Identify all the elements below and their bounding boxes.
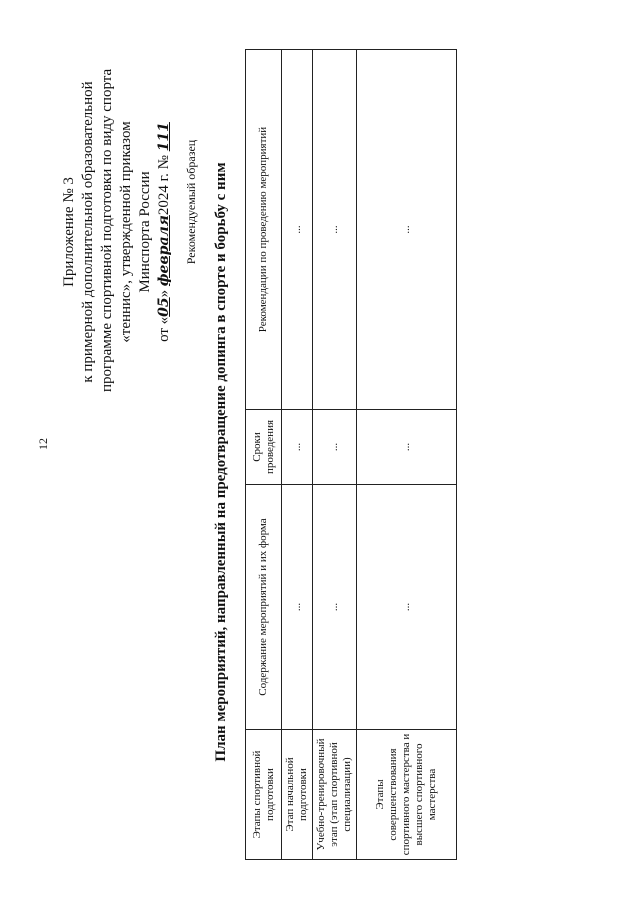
dates-cell: ...	[282, 410, 313, 485]
header-dates: Сроки проведения	[246, 410, 282, 485]
appendix-line: программе спортивной подготовки по виду спорта	[99, 68, 115, 392]
date-year: 2024 г. №	[156, 151, 172, 216]
page-number: 12	[36, 438, 50, 450]
appendix-line: «теннис», утвержденной приказом	[118, 121, 134, 343]
document-title: План мероприятий, направленный на предотвращение допинга в спорте и борьбу с ним	[213, 162, 229, 762]
content-cell: ...	[313, 485, 357, 730]
appendix-date	[155, 72, 174, 392]
dates-cell: ...	[357, 410, 457, 485]
date-month: февраля	[156, 215, 172, 287]
table-row	[282, 50, 313, 860]
plan-table	[245, 49, 457, 860]
table-header-row	[246, 50, 282, 860]
recommendation-cell: ...	[282, 50, 313, 410]
recommendation-cell: ...	[313, 50, 357, 410]
table-row	[313, 50, 357, 860]
order-number: 111	[156, 122, 172, 152]
content-cell: ...	[282, 485, 313, 730]
stage-cell: Этап начальной подготовки	[282, 730, 313, 860]
header-stages: Этапы спортивной подготовки	[246, 730, 282, 860]
recommendation-cell: ...	[357, 50, 457, 410]
header-content: Содержание мероприятий и их форма	[246, 485, 282, 730]
appendix-title: Приложение № 3	[61, 177, 77, 287]
header-recommendations: Рекомендации по проведению мероприятий	[246, 50, 282, 410]
table-row	[357, 50, 457, 860]
dates-cell: ...	[313, 410, 357, 485]
appendix-block	[60, 68, 174, 392]
appendix-line: Минспорта России	[137, 171, 153, 293]
stage-cell: Этапы совершенствования спортивного мастерства и высшего спортивного мастерства	[357, 730, 457, 860]
date-day: 05	[156, 297, 172, 317]
stage-cell: Учебно-тренировочный этап (этап спортивной специализации)	[313, 730, 357, 860]
date-mid: »	[156, 286, 172, 298]
recommended-label: Рекомендуемый образец	[184, 139, 198, 265]
content-cell: ...	[357, 485, 457, 730]
appendix-line: к примерной дополнительной образовательной	[80, 81, 96, 383]
date-prefix: от «	[156, 316, 172, 342]
